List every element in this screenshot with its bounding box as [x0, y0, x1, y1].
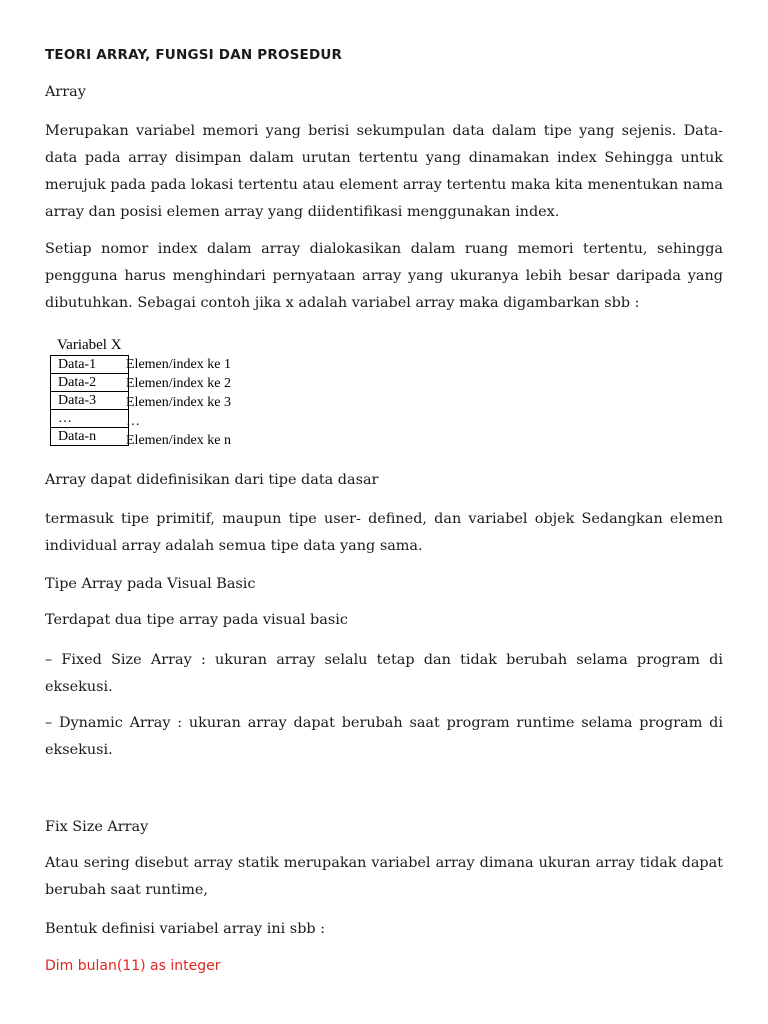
element-label: Elemen/index ke 2	[126, 376, 231, 391]
array-row	[51, 356, 129, 374]
array-cell: Data-n	[51, 428, 129, 446]
element-label: Elemen/index ke 3	[126, 395, 231, 410]
heading-array: Array	[45, 84, 86, 100]
paragraph-primitive-types: termasuk tipe primitif, maupun tipe user- defined, dan variabel objek Sedangkan elemen individual array adalah semua tipe data yang sama.	[45, 511, 723, 554]
array-row	[51, 392, 129, 410]
element-label: Elemen/index ke n	[126, 433, 231, 448]
array-cell: Data-2	[51, 374, 129, 392]
paragraph-index-memory: Setiap nomor index dalam array dialokasikan dalam ruang memori tertentu, sehingga pengguna harus menghindari pernyataan array yang ukuranya lebih besar daripada yang dibutuhkan. Sebagai contoh jika x adalah variabel array maka digambarkan sbb :	[45, 241, 723, 311]
figure-title: Variabel X	[57, 337, 122, 353]
array-cell: Data-1	[51, 356, 129, 374]
line-definition-form: Bentuk definisi variabel array ini sbb :	[45, 921, 326, 937]
array-cell: Data-3	[51, 392, 129, 410]
figure-labels	[126, 355, 231, 450]
element-label: …	[126, 414, 140, 429]
array-cell: …	[51, 410, 129, 428]
paragraph-static-array: Atau sering disebut array statik merupakan variabel array dimana ukuran array tidak dapat berubah saat runtime,	[45, 855, 723, 898]
code-line: Dim bulan(11) as integer	[45, 958, 221, 974]
heading-fix-size-array: Fix Size Array	[45, 819, 149, 835]
bullet-dynamic-array: – Dynamic Array : ukuran array dapat berubah saat program runtime selama program di eksekusi.	[45, 715, 723, 758]
paragraph-array-definition: Merupakan variabel memori yang berisi sekumpulan data dalam tipe yang sejenis. Data-data pada array disimpan dalam urutan tertentu yang dinamakan index Sehingga untuk merujuk pada pada lokasi tertentu atau element array tertentu maka kita menentukan nama array dan posisi elemen array yang diidentifikasi menggunakan index.	[45, 123, 723, 220]
array-row	[51, 410, 129, 428]
array-row	[51, 428, 129, 446]
array-row	[51, 374, 129, 392]
bullet-fixed-size-array: – Fixed Size Array : ukuran array selalu tetap dan tidak berubah selama program di eksekusi.	[45, 652, 723, 695]
element-label: Elemen/index ke 1	[126, 357, 231, 372]
document-title: TEORI ARRAY, FUNGSI DAN PROSEDUR	[45, 47, 343, 63]
line-two-types: Terdapat dua tipe array pada visual basic	[45, 612, 348, 628]
line-array-definable: Array dapat didefinisikan dari tipe data dasar	[45, 472, 379, 488]
array-figure	[48, 337, 248, 455]
array-table	[50, 355, 129, 446]
heading-array-types: Tipe Array pada Visual Basic	[45, 576, 256, 592]
